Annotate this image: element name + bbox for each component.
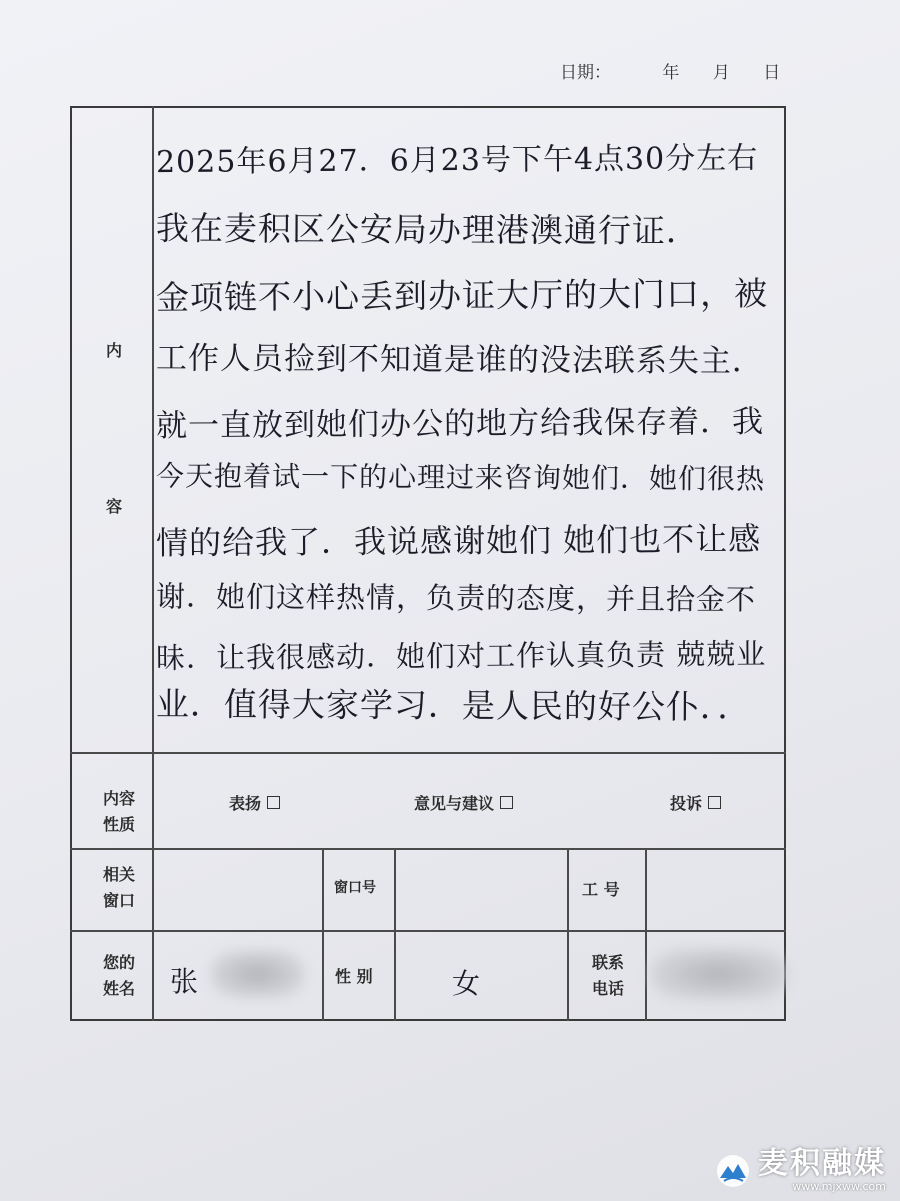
name-redaction xyxy=(210,950,305,998)
window-no-label: 窗口号 xyxy=(334,880,376,896)
complaint-checkbox[interactable] xyxy=(708,796,721,809)
content-label-top: 内 xyxy=(105,341,122,360)
watermark-brand: 麦积融媒 xyxy=(758,1146,886,1181)
complaint-label: 投诉 xyxy=(670,794,703,813)
date-line xyxy=(560,58,780,83)
row-divider-window xyxy=(70,930,786,932)
praise-option[interactable] xyxy=(229,791,280,814)
brand-watermark xyxy=(716,1148,886,1193)
content-label-bottom: 容 xyxy=(105,497,122,516)
window-label: 相关 窗口 xyxy=(102,865,135,910)
watermark-url: www.mjxww.com xyxy=(792,1180,886,1193)
col-divider-4 xyxy=(645,848,647,1021)
suggestion-option[interactable] xyxy=(414,791,513,814)
row-divider-nature xyxy=(70,848,786,850)
handwritten-line: 就一直放到她们办公的地方给我保存着．我 xyxy=(155,403,765,445)
handwritten-line: 谢．她们这样热情，负责的态度，并且拾金不 xyxy=(155,579,757,617)
col-divider-2 xyxy=(394,848,396,1021)
handwritten-line: 工作人员捡到不知道是谁的没法联系失主． xyxy=(155,340,765,380)
month-unit: 月 xyxy=(712,63,730,83)
suggestion-checkbox[interactable] xyxy=(500,796,513,809)
mountain-logo-icon xyxy=(716,1154,750,1188)
handwritten-line: 情的给我了．我说感谢她们 她们也不让感 xyxy=(155,519,762,563)
label-column-divider xyxy=(152,106,154,1021)
staff-no-label: 工 号 xyxy=(582,880,620,899)
name-label: 您的 姓名 xyxy=(102,953,135,998)
suggestion-label: 意见与建议 xyxy=(414,794,495,813)
col-divider-3 xyxy=(567,848,569,1021)
gender-label: 性 别 xyxy=(335,967,373,986)
name-value: 张 xyxy=(170,965,199,998)
handwritten-line: 昧．让我很感动．她们对工作认真负责 兢兢业 xyxy=(155,636,767,676)
handwritten-line: 今天抱着试一下的心理过来咨询她们．她们很热 xyxy=(155,459,766,496)
handwritten-line: 2025年6月27．6月23号下午4点30分左右 xyxy=(155,140,759,181)
col-divider-1 xyxy=(322,848,324,1021)
phone-redaction xyxy=(650,948,788,1000)
day-unit: 日 xyxy=(763,63,781,83)
praise-label: 表扬 xyxy=(229,794,262,813)
complaint-option[interactable] xyxy=(670,791,721,814)
nature-label: 内容 性质 xyxy=(102,789,135,834)
handwritten-line: 业．值得大家学习．是人民的好公仆．． xyxy=(155,684,752,727)
phone-label: 联系 电话 xyxy=(591,953,624,998)
handwritten-line: 我在麦积区公安局办理港澳通行证． xyxy=(155,208,701,251)
row-divider-content xyxy=(70,752,786,754)
year-unit: 年 xyxy=(662,63,680,83)
handwritten-line: 金项链不小心丢到办证大厅的大门口，被 xyxy=(155,273,769,318)
date-label: 日期： xyxy=(560,63,611,83)
gender-value: 女 xyxy=(452,967,481,1000)
praise-checkbox[interactable] xyxy=(267,796,280,809)
